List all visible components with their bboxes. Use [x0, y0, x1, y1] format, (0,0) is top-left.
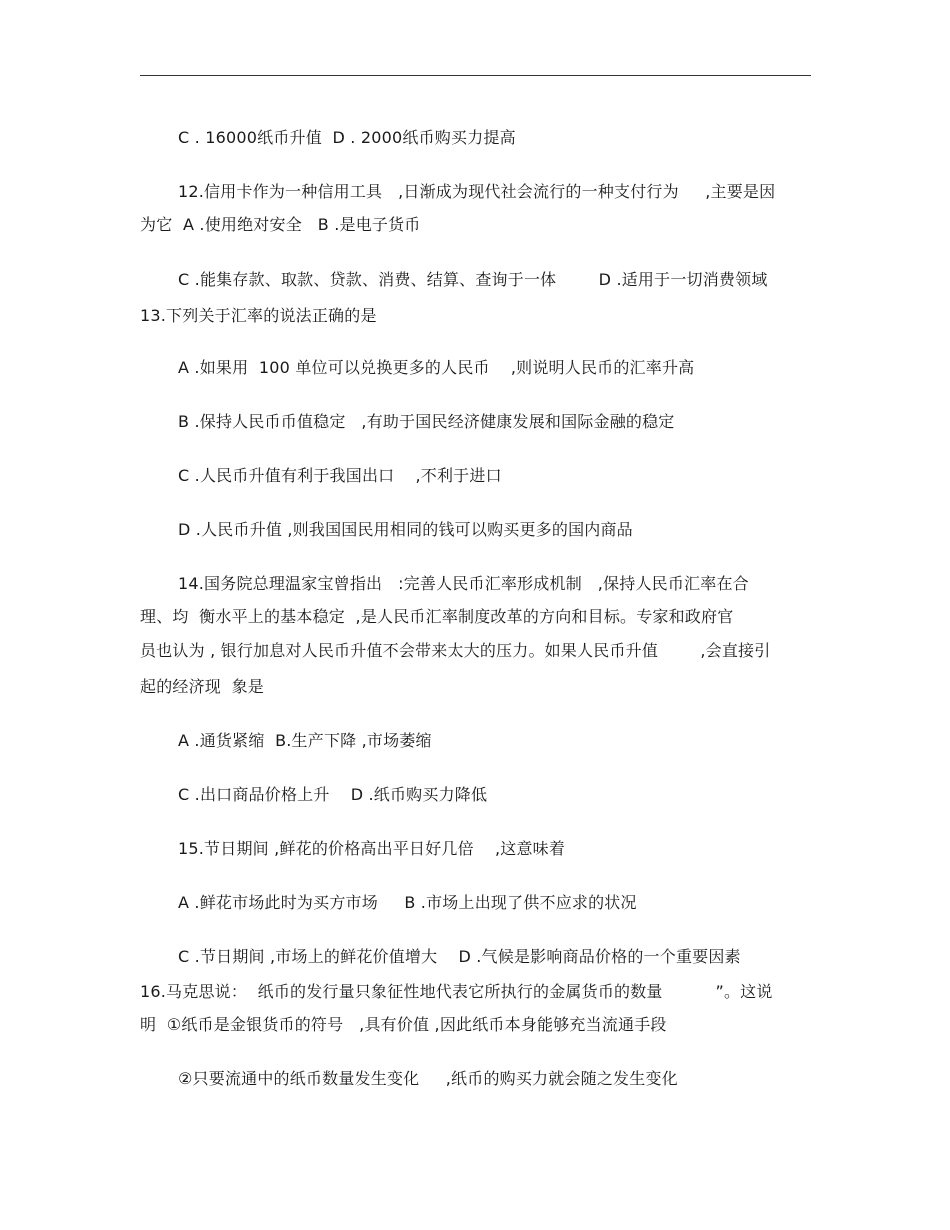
q15-option-a-b: A .鲜花市场此时为买方市场 B .市场上出现了供不应求的状况: [178, 893, 637, 912]
q14-stem: 14.国务院总理温家宝曾指出 :完善人民币汇率形成机制 ,保持人民币汇率在合: [178, 574, 749, 593]
q14-stem-line-3: 员也认为 , 银行加息对人民币升值不会带来太大的压力。如果人民币升值 ,会直接引: [140, 641, 771, 660]
q12-option-c-d: C .能集存款、取款、贷款、消费、结算、查询于一体 D .适用于一切消费领域: [178, 270, 768, 289]
q13-option-b: B .保持人民币币值稳定 ,有助于国民经济健康发展和国际金融的稳定: [178, 412, 675, 431]
q12-stem-cont-options-ab: 为它 A .使用绝对安全 B .是电子货币: [140, 215, 421, 234]
q16-statement-1: 明 ①纸币是金银货币的符号 ,具有价值 ,因此纸币本身能够充当流通手段: [140, 1015, 667, 1034]
q13-option-d: D .人民币升值 ,则我国国民用相同的钱可以购买更多的国内商品: [178, 520, 633, 539]
q14-stem-line-4: 起的经济现 象是: [140, 677, 264, 696]
q16-stem: 16.马克思说： 纸币的发行量只象征性地代表它所执行的金属货币的数量 ”。这说: [140, 982, 773, 1001]
q13-option-c: C .人民币升值有利于我国出口 ,不利于进口: [178, 466, 502, 485]
q13-stem: 13.下列关于汇率的说法正确的是: [140, 306, 377, 325]
q14-stem-line-2: 理、均 衡水平上的基本稳定 ,是人民币汇率制度改革的方向和目标。专家和政府官: [140, 607, 734, 626]
q12-stem: 12.信用卡作为一种信用工具 ,日渐成为现代社会流行的一种支付行为 ,主要是因: [178, 182, 776, 201]
q11-option-c-d: C . 16000纸币升值 D . 2000纸币购买力提高: [178, 128, 516, 147]
q14-option-a-b: A .通货紧缩 B.生产下降 ,市场萎缩: [178, 731, 432, 750]
q15-stem: 15.节日期间 ,鲜花的价格高出平日好几倍 ,这意味着: [178, 839, 566, 858]
q15-option-c-d: C .节日期间 ,市场上的鲜花价值增大 D .气候是影响商品价格的一个重要因素: [178, 947, 741, 966]
q16-statement-2: ②只要流通中的纸币数量发生变化 ,纸币的购买力就会随之发生变化: [178, 1069, 678, 1088]
q13-option-a: A .如果用 100 单位可以兑换更多的人民币 ,则说明人民币的汇率升高: [178, 358, 695, 377]
q14-option-c-d: C .出口商品价格上升 D .纸币购买力降低: [178, 785, 488, 804]
header-rule: [140, 75, 811, 76]
